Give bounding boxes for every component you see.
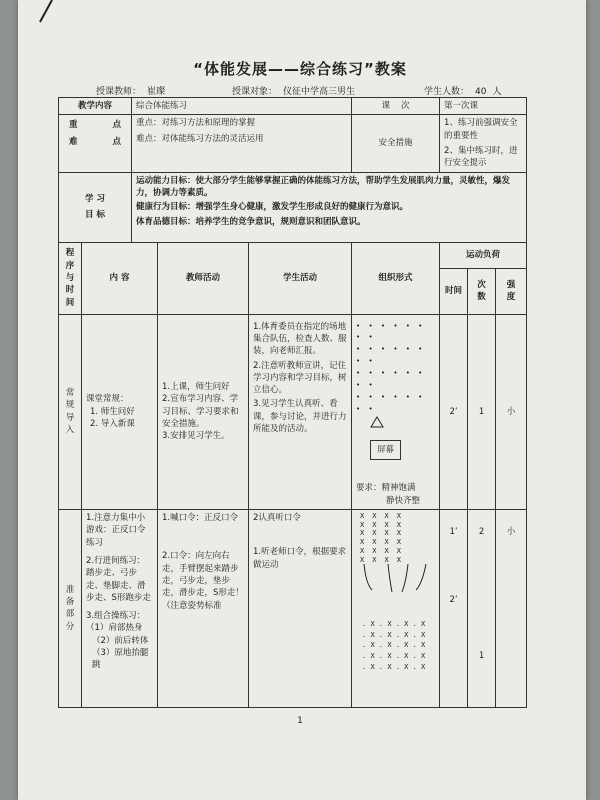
routine-teacher: 1.上课，师生问好 2.宣布学习内容、学习目标、学习要求和安全措施。 3.安排见习学生。 (158, 314, 249, 509)
safety-item: 2、集中练习时，进行安全提示 (444, 145, 518, 169)
row-content (59, 98, 527, 115)
content-value: 综合体能练习 (132, 98, 352, 115)
warmup-content: 1.注意力集中小游戏：正反口令练习 2.行进间练习：踏步走、弓步走、垫脚走、滑步走、S形跑步走 3.组合操练习：（1）肩部热身 （2）前后转体 （3）原地抬腿跳 (82, 509, 158, 707)
row-key-points (59, 115, 527, 172)
marching-formation: X X X X X X X X X X X X X X X X X X X X X X X X (360, 511, 401, 564)
page-title: “体能发展——综合练习”教案 (193, 60, 407, 78)
warmup-time: 1’ 2’ (440, 509, 468, 707)
routine-content: 课堂常规： 1. 师生问好 2. 导入新课 (82, 314, 158, 509)
org-requirement-2: 静快齐整 (386, 495, 421, 506)
key-diff-text (132, 115, 352, 172)
warmup-teacher: 1.喊口令：正反口令 2.口令：向左向右走，手臂摆起来踏步走，弓步走，垫步走，滑步走，S形走！（注意姿势标准 (158, 509, 249, 707)
safety-label: 安全措施 (352, 115, 440, 172)
goal-character: 体育品德目标：培养学生的竞争意识，规则意识和团队意识。 (136, 216, 366, 227)
section-routine (59, 314, 527, 509)
movement-arrows-icon (356, 564, 436, 594)
lesson-plan-table (58, 97, 527, 708)
pen-mark-icon (36, 0, 56, 26)
object-info: 授课对象： 仪征中学高三男生 (232, 87, 356, 97)
routine-student: 1.体育委员在指定的场地集合队伍，检查人数、服装，向老师汇报。 2.注意听教师宣讲，记住学习内容和学习目标，树立信心。 3.见习学生认真听、看课，参与讨论，并进行力所能及的活动。 (249, 314, 352, 509)
section-warmup (59, 509, 527, 707)
screen-box: 屏幕 (370, 440, 401, 460)
warmup-student: 2认真听口令 1.听老师口令，根据要求做运动 (249, 509, 352, 707)
page-number: 1 (297, 716, 303, 726)
routine-reps: 1 (468, 314, 496, 509)
reps-header: 次 数 (468, 268, 496, 314)
difficult-point: 难点：对体能练习方法的灵活运用 (136, 133, 264, 144)
lesson-value: 第一次课 (440, 98, 527, 115)
safety-item: 1、练习前强调安全的重要性 (444, 118, 518, 141)
content-header: 内 容 (82, 242, 158, 314)
section-name-routine: 常 规 导 入 (59, 314, 82, 509)
warmup-reps: 2 1 (468, 509, 496, 707)
content-label: 教学内容 (59, 98, 132, 115)
key-diff-label: 重 点 难 点 (59, 115, 132, 172)
lesson-label: 课 次 (352, 98, 440, 115)
load-header: 运动负荷 (440, 242, 527, 268)
proc-header: 程 序 与 时 间 (59, 242, 82, 314)
intensity-header: 强 度 (496, 268, 527, 314)
key-point: 重点：对练习方法和原理的掌握 (136, 118, 256, 129)
goal-motor: 运动能力目标：使大部分学生能够掌握正确的体能练习方法，帮助学生发展肌肉力量，灵敏性，爆发力，协调力等素质。 (136, 175, 511, 198)
row-goals (59, 172, 527, 242)
goal-health: 健康行为目标：增强学生身心健康，激发学生形成良好的健康行为意识。 (136, 202, 409, 213)
org-requirement: 要求：精神饱满 (356, 483, 416, 494)
count-info: 学生人数： 40 人 (424, 87, 502, 97)
section-name-warmup: 准 备 部 分 (59, 509, 82, 707)
routine-org (352, 314, 440, 509)
formation-dots: • • • • • • • • • • • • • • • • • • • • • • • • • • • • • • • • (356, 321, 425, 413)
safety-text (440, 115, 527, 172)
routine-time: 2’ (440, 314, 468, 509)
org-header: 组织形式 (352, 242, 440, 314)
time-header: 时间 (440, 268, 468, 314)
student-header: 学生活动 (249, 242, 352, 314)
warmup-intensity: 小 (496, 509, 527, 707)
scatter-formation: . X . X . X . X . X . X . X . X . X . X . X . X . X . X . X . X . X . X . X . X (362, 619, 426, 672)
routine-intensity: 小 (496, 314, 527, 509)
teacher-header: 教师活动 (158, 242, 249, 314)
goals-text (132, 172, 527, 242)
header-row-1 (59, 242, 527, 268)
goals-label: 学 习 目 标 (59, 172, 132, 242)
teacher-triangle-icon (370, 416, 384, 428)
warmup-org (352, 509, 440, 707)
teacher-info: 授课教师： 崔璨 (96, 87, 166, 97)
